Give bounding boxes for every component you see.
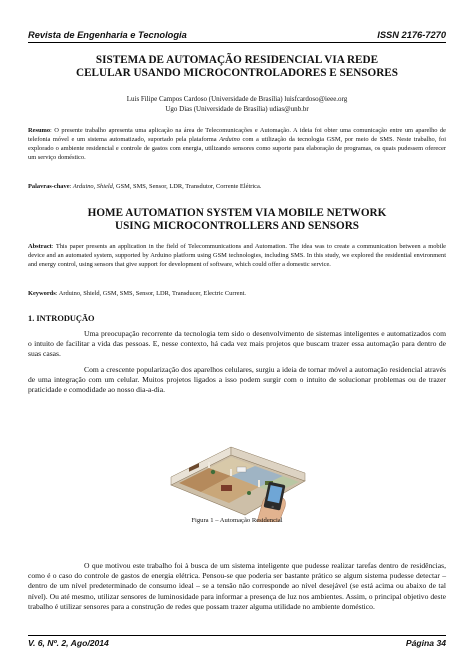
figure-1-caption: Figura 1 – Automação Residencial [191,517,283,524]
author-2: Ugo Dias (Universidade de Brasília) udias@unb.br [165,104,309,113]
palavras-chave-sep: : [69,183,73,190]
palavras-chave-text: , GSM, SMS, Sensor, LDR, Transdutor, Corrente Elétrica. [112,183,262,190]
palavras-chave [28,183,446,192]
keywords-label: Keywords [28,290,56,297]
title-english [28,207,446,233]
keywords-text: : Arduino, Shield, GSM, SMS, Sensor, LDR, Transducer, Electric Current. [55,290,247,297]
resumo [28,127,446,163]
title-pt-line-2: CELULAR USANDO MICROCONTROLADORES E SENSORES [75,67,398,80]
resumo-arduino: Arduino [219,135,240,143]
running-header [28,30,446,43]
palavras-chave-label: Palavras-chave [28,183,70,190]
abstract-label: Abstract [28,243,52,250]
author-1: Luis Filipe Campos Cardoso (Universidade de Brasília) luisfcardoso@ieee.org [126,95,348,103]
authors-block [28,95,446,114]
intro-paragraph-2: Com a crescente popularização dos aparelhos celulares, surgiu a ideia de tornar móvel a automação residencial através de uma integração com um celular. Muitos projetos ligados a isso podem surgir com o intuito de solucionar problemas ou de trazer praticidade e comodidade ao nosso dia-a-dia. [28,365,446,395]
resumo-text-a: : O presente trabalho apresenta uma aplicação na área de Telecomunicações e Automação. A ideia foi obter uma comunicação entre um aparelho de telefonia móvel e um sistema automatizado, suportado pela plataforma [28,127,446,143]
journal-name: Revista de Engenharia e Tecnologia [28,30,187,40]
running-footer [28,635,446,648]
title-en-line-2: USING MICROCONTROLLERS AND SENSORS [115,220,359,233]
figure-1-image [165,423,311,522]
resumo-label: Resumo [28,127,51,134]
intro-paragraph-1: Uma preocupação recorrente da tecnologia tem sido o desenvolvimento de sistemas inteligentes e automatizados com o intuito de facilitar a vida das pessoas. E, nesse contexto, há cada vez mais projetos que buscam trazer essa automação para dentro de suas casas. [28,329,446,359]
title-pt-line-1: SISTEMA DE AUTOMAÇÃO RESIDENCIAL VIA REDE [95,54,379,66]
volume-info: V. 6, Nº. 2, Ago/2014 [28,638,109,648]
house-floorplan-with-phone-illustration [165,423,311,522]
abstract-text: : This paper presents an application in the field of Telecommunications and Automation. The idea was to create a communication between a mobile device and an automated system, supported by Arduino platform using GSM technologies, including SMS. In this study, we explored the residential environment and energy control, using sensors that give support for development of software, which could offer a domestic service. [28,243,446,268]
title-portuguese [28,54,446,80]
intro-paragraph-3: O que motivou este trabalho foi à busca de um sistema inteligente que pudesse realizar tarefas dentro de residências, como é o caso do controle de gastos de energia elétrica. Pensou-se que poderia ser bastante prático se algum sistema pudesse detectar – dentro de um nível predeterminado de consumo ideal – se a tensão não corresponde ao nível desejável (se está acima ou abaixo de tal nível). Ou até mesmo, utilizar sensores de luminosidade para informar a presença de luz nos ambientes. Assim, o principal objetivo deste trabalho é utilizar sensores para a construção de redes que possam trazer alguma utilidade no ambiente doméstico. [28,561,446,611]
abstract [28,243,446,270]
page-number: Página 34 [405,638,446,648]
palavras-chave-em: Arduino, Shield [72,183,113,190]
resumo-text-b: com a utilização da tecnologia GSM, por meio de SMS. Neste trabalho, foi explorado o ambiente residencial e controle de gastos com energia, utilizando sensores como suporte para elaboração de programas, os quais pudessem oferecer um serviço doméstico. [28,135,446,161]
section-heading: 1. INTRODUÇÃO [28,314,95,323]
title-en-line-1: HOME AUTOMATION SYSTEM VIA MOBILE NETWORK [87,207,387,219]
keywords [28,290,446,299]
issn: ISSN 2176-7270 [377,30,446,40]
